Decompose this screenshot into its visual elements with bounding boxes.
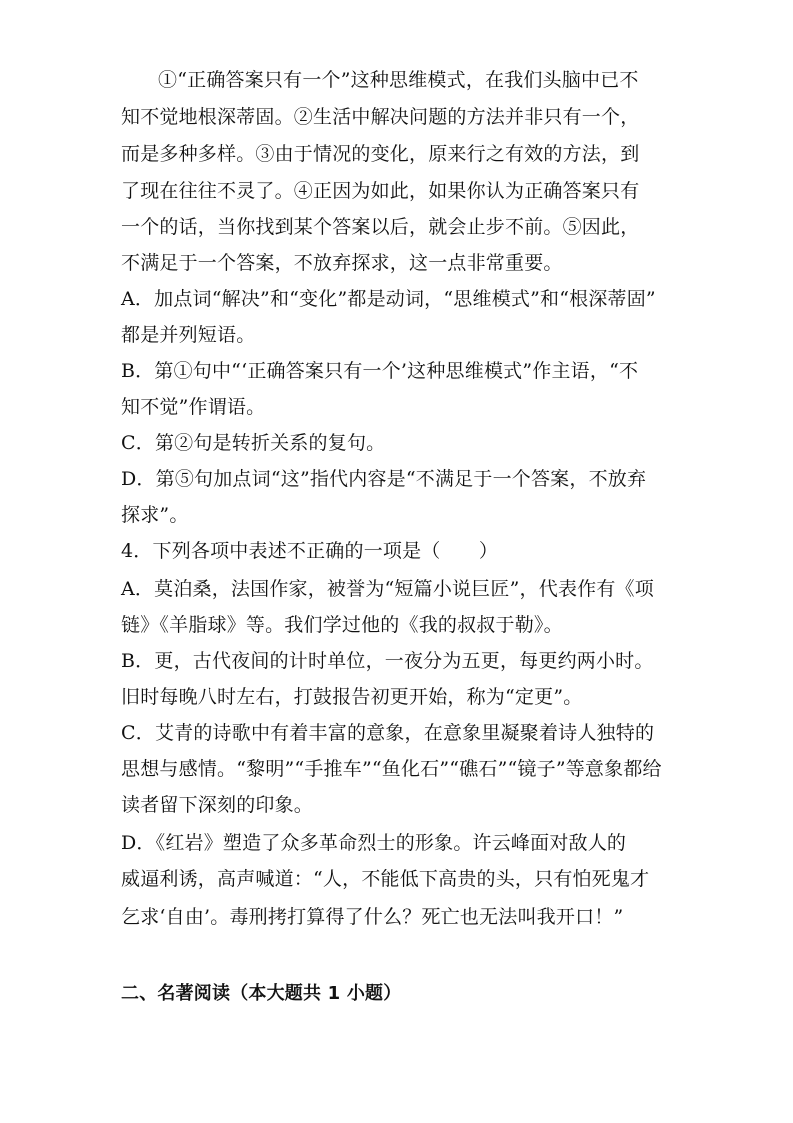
- q4-option-d-line-1: D．《红岩》塑造了众多革命烈士的形象。许云峰面对敌人的: [121, 832, 627, 854]
- q3-option-b-line-2: 知不觉”作谓语。: [121, 396, 266, 418]
- q3-option-d-line-2: 探求”。: [121, 504, 189, 526]
- q4-option-c-line-2: 思想与感情。“黎明”“手推车”“鱼化石”“礁石”“镜子”等意象都给: [121, 758, 662, 780]
- q3-option-d-line-1: D．第⑤句加点词“这”指代内容是“不满足于一个答案，不放弃: [121, 468, 647, 490]
- passage-line-1: ①“正确答案只有一个”这种思维模式，在我们头脑中已不: [158, 69, 639, 91]
- q4-option-c-line-3: 读者留下深刻的印象。: [121, 794, 314, 816]
- passage-line-2: 知不觉地根深蒂固。②生活中解决问题的方法并非只有一个，: [121, 106, 640, 128]
- section-2-heading: 二、名著阅读（本大题共 1 小题）: [121, 983, 402, 1004]
- q4-option-b-line-1: B．更，古代夜间的计时单位，一夜分为五更，每更约两小时。: [121, 650, 654, 672]
- q4-option-d-line-2: 威逼利诱，高声喊道：“人，不能低下高贵的头，只有怕死鬼才: [121, 868, 650, 890]
- q4-option-b-line-2: 旧时每晚八时左右，打鼓报告初更开始，称为“定更”。: [121, 686, 583, 708]
- q4-option-a-line-1: A．莫泊桑，法国作家，被誉为“短篇小说巨匠”，代表作有《项: [121, 578, 654, 600]
- passage-line-3: 而是多种多样。③由于情况的变化，原来行之有效的方法，到: [121, 143, 640, 165]
- q3-option-b-line-1: B．第①句中“‘正确答案只有一个’这种思维模式”作主语，“不: [121, 360, 639, 382]
- passage-line-4: 了现在往往不灵了。④正因为如此，如果你认为正确答案只有: [121, 180, 640, 202]
- q4-option-d-line-3: 乞求‘自由’。毒刑拷打算得了什么？死亡也无法叫我开口！”: [121, 906, 624, 928]
- passage-line-6: 不满足于一个答案，不放弃探求，这一点非常重要。: [121, 252, 563, 274]
- q3-option-a-line-1: A．加点词“解决”和“变化”都是动词，“思维模式”和“根深蒂固”: [121, 288, 656, 310]
- q4-option-c-line-1: C．艾青的诗歌中有着丰富的意象，在意象里凝聚着诗人独特的: [121, 722, 655, 744]
- passage-line-5: 一个的话，当你找到某个答案以后，就会止步不前。⑤因此，: [121, 216, 640, 238]
- q4-stem: 4．下列各项中表述不正确的一项是（ ）: [121, 540, 499, 562]
- q4-option-a-line-2: 链》《羊脂球》等。我们学过他的《我的叔叔于勒》。: [121, 614, 563, 636]
- q3-option-c-line-1: C．第②句是转折关系的复句。: [121, 432, 386, 454]
- q3-option-a-line-2: 都是并列短语。: [121, 324, 256, 346]
